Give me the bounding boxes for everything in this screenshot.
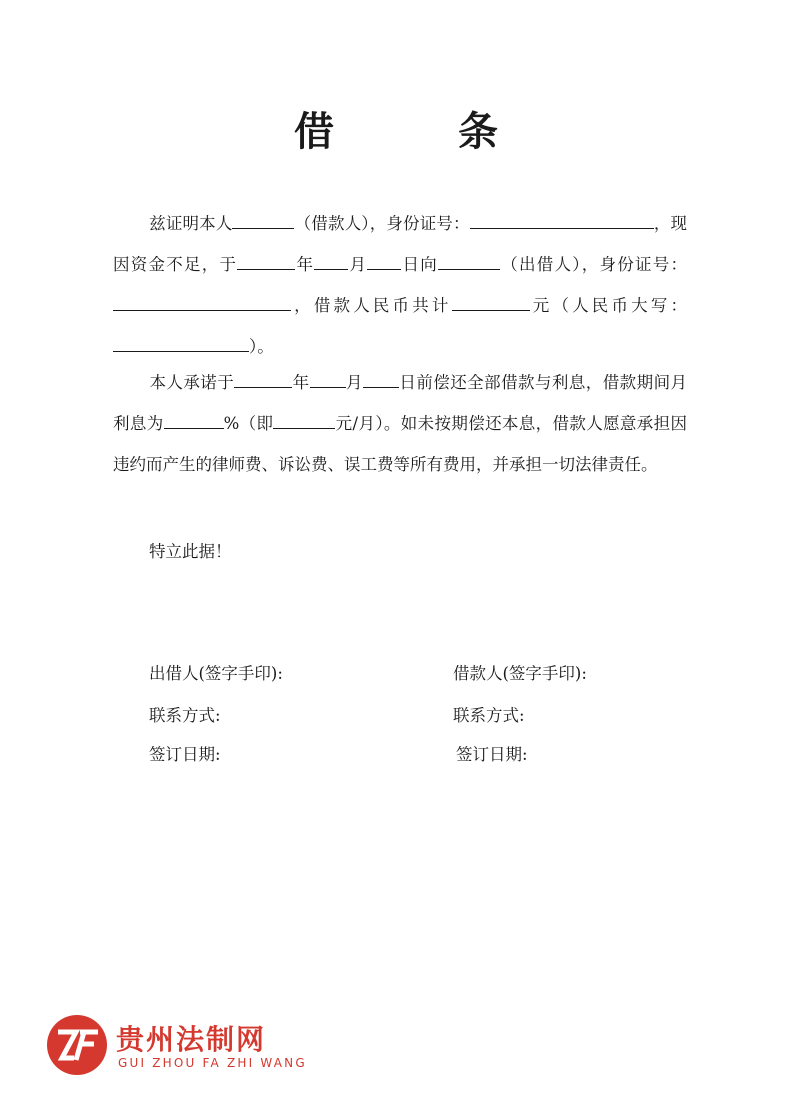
text-segment: 现因资金不足，于 [113,214,688,274]
day-blank [367,255,401,270]
text-segment: （借款人），身份证号： [294,214,470,233]
monthly-interest-blank [273,414,335,429]
text-segment: 年 [295,255,315,274]
month-blank [314,255,348,270]
document-title: 借 条 [294,108,540,155]
text-segment: 月 [345,373,363,392]
watermark-logo [46,1010,316,1080]
closing-statement: 特立此据！ [149,542,232,561]
text-segment: （出借人），身份证号： [500,255,687,274]
text-segment: 兹证明本人 [149,214,233,233]
text-segment: 月 [348,255,368,274]
year-blank [237,255,295,270]
lender-signature-label: 出借人(签字手印): [149,664,283,683]
amount-uppercase-blank [113,337,249,352]
text-segment: %（即 [223,414,274,433]
text-segment: 日向 [401,255,438,274]
borrower-signature-label: 借款人(签字手印): [453,664,587,683]
borrower-id-blank [470,214,654,229]
watermark-site-name: 贵州法制网 [116,1023,267,1056]
repay-month-blank [310,373,346,388]
lender-name-blank [438,255,500,270]
amount-blank [452,296,530,311]
text-segment: ， [653,214,671,233]
borrower-contact-label: 联系方式: [453,706,525,725]
borrower-name-blank [232,214,294,229]
text-segment: ）。 [249,337,274,356]
text-segment: 本人承诺于 [149,373,235,392]
interest-rate-blank [164,414,224,429]
borrower-date-label: 签订日期: [456,745,528,764]
repay-year-blank [234,373,292,388]
paragraph-repayment-promise [113,362,687,485]
lender-contact-label: 联系方式: [149,706,221,725]
text-segment: 日前偿还全部借款与利息，借款期间月利息为 [113,373,688,433]
text-segment: 元/月）。如未按期偿还本息，借款人愿意承担因违约而产生的律师费、诉讼费、误工费等所有费用，并承担一切法律责任。 [113,414,687,474]
watermark-site-pinyin: GUI ZHOU FA ZHI WANG [118,1056,307,1070]
zf-logo-icon [46,1014,108,1076]
text-segment: 年 [292,373,310,392]
lender-date-label: 签订日期: [149,745,221,764]
paragraph-loan-statement [113,203,687,367]
text-segment: 元（人民币大写： [529,296,688,315]
repay-day-blank [363,373,399,388]
text-segment: ，借款人民币共计 [291,296,452,315]
lender-id-blank [113,296,291,311]
